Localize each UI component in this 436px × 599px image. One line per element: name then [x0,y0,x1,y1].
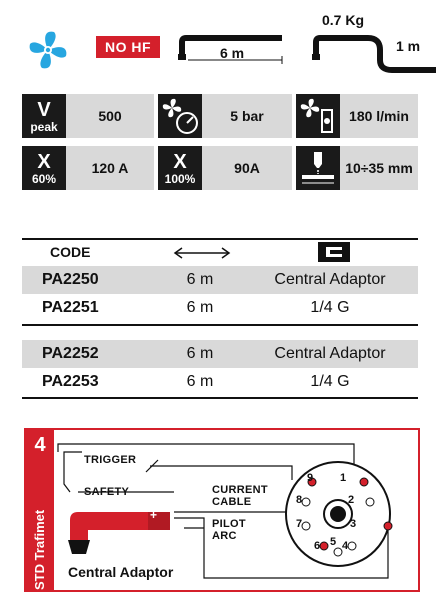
spec-pressure [158,94,292,138]
pilot-label: PILOT [212,518,246,530]
duty-cycle-badge: X 100% [158,146,202,190]
row-connection: 1/4 G [310,373,350,390]
pin-label: 9 [307,472,314,484]
pin-label: 1 [340,472,347,484]
pin-label: 6 [314,540,321,552]
row-length: 6 m [186,299,214,316]
row-connection: Central Adaptor [274,345,386,362]
torch-polarity: + [150,508,158,522]
row-connection: Central Adaptor [274,271,386,288]
fan-flow-icon [296,94,340,138]
section-number: 4 [34,434,46,456]
table-row [22,266,418,294]
row-connection: 1/4 G [310,299,350,316]
diagram-sidebar [26,430,54,590]
table-row [22,340,418,368]
pin-label: 2 [348,494,355,506]
spec-value: 500 [98,108,122,124]
cable-length: 6 m [220,45,245,61]
spec-cut [296,146,418,190]
spec-value: 120 A [91,160,129,176]
pin-label: 8 [296,494,303,506]
arc-label: ARC [212,530,237,542]
row-code: PA2253 [42,373,99,390]
wiring-diagram [24,428,420,592]
duty-cycle-badge: X 60% [22,146,66,190]
table-header [22,238,418,264]
spec-duty-60 [22,146,154,190]
pin-label: 7 [296,518,303,530]
length-arrow-icon [172,246,232,260]
cut-thickness-icon [296,146,340,190]
weight-label: 0.7 Kg [322,12,365,28]
divider [22,324,418,326]
extension-length: 1 m [396,38,421,54]
diagram-caption: Central Adaptor [68,564,174,580]
spec-value: 180 l/min [349,108,409,124]
row-code: PA2251 [42,299,99,316]
spec-flow [296,94,418,138]
spec-duty-100 [158,146,292,190]
pin-label: 5 [330,536,337,548]
torch-icon [60,500,180,556]
connector-icon [318,242,350,262]
series-label: STD Trafimet [32,509,47,590]
col-code: CODE [50,244,91,260]
row-length: 6 m [186,271,214,288]
divider [22,397,418,399]
row-length: 6 m [186,345,214,362]
fan-icon [24,26,72,74]
row-code: PA2250 [42,271,99,288]
table-row [22,368,418,396]
row-length: 6 m [186,373,214,390]
pin-label: 4 [342,540,349,552]
spec-voltage [22,94,154,138]
cable-label: CABLE [212,496,252,508]
fan-pressure-icon [158,94,202,138]
no-hf-badge: NO HF [96,36,160,58]
current-label: CURRENT [212,484,268,496]
spec-value: 90A [234,160,260,176]
pin-label: 3 [350,518,357,530]
table-row [22,294,418,322]
safety-label: SAFETY [84,486,130,498]
voltage-badge: V peak [22,94,66,138]
row-code: PA2252 [42,345,99,362]
spec-value: 5 bar [230,108,264,124]
spec-value: 10÷35 mm [345,160,413,176]
trigger-label: TRIGGER [84,454,137,466]
